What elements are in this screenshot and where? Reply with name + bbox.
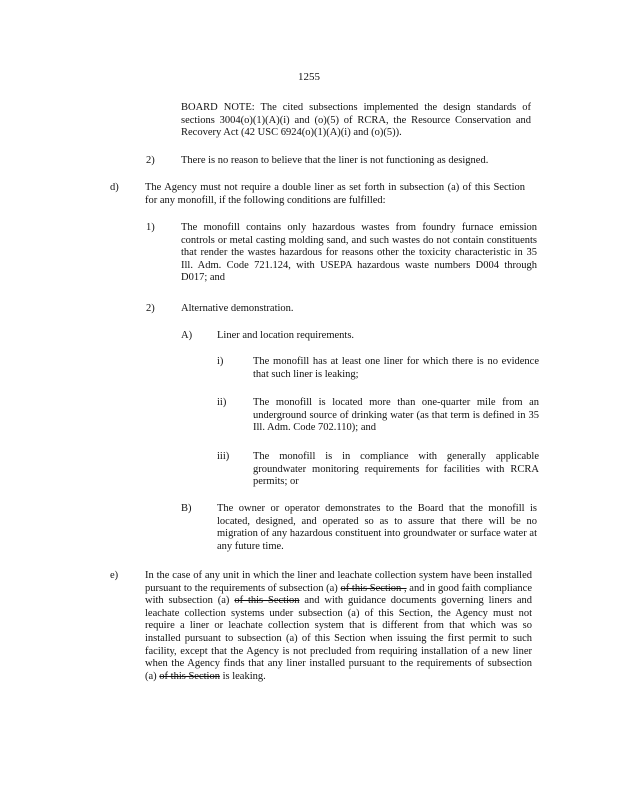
c2-text: There is no reason to believe that the liner is not functioning as designed.: [181, 155, 489, 166]
e-struck-text: of this Section: [234, 595, 300, 607]
d2-text: Alternative demonstration.: [181, 303, 294, 314]
d1-label: 1): [146, 222, 155, 233]
d-text: The Agency must not require a double liner as set forth in subsection (a) of this Section for any monofill, if the following conditions are fulfilled:: [145, 182, 525, 206]
e-text-segment: In the case of any unit in which the liner and leachate collection system have been installed pursuant to the requirements of subsection (a): [145, 570, 532, 594]
d2A-label: A): [181, 330, 193, 341]
d2-label: 2): [146, 303, 155, 314]
e-text-segment: and with guidance documents governing liners and leachate collection systems under subsection (a) of this Section, the Agency must not require a liner or leachate collection system that is different from that which was so installed pursuant to subsection (a) of this Section when issuing the first permit to such facility, except that the Agency is not precluded from requiring installation of a new liner when the Agency finds that any liner installed pursuant to the requirements of subsection (a): [145, 595, 532, 682]
board-note: BOARD NOTE: The cited subsections implemented the design standards of sections 3004(o)(1)(A)(i) and (o)(5) of RCRA, the Resource Conservation and Recovery Act (42 USC 6924(o)(1)(A)(i) and (o)(5)).: [181, 102, 531, 139]
d1-text: The monofill contains only hazardous wastes from foundry furnace emission controls or metal casting molding sand, and such wastes do not contain constituents that render the wastes hazardous for reasons other the toxicity characteristic in 35 Ill. Adm. Code 721.124, with USEPA hazardous waste numbers D004 through D017; and: [181, 222, 537, 284]
e-text-segment: is leaking.: [219, 670, 266, 682]
d2B-label: B): [181, 503, 192, 514]
d2Aiii-text: The monofill is in compliance with generally applicable groundwater monitoring requirements for facilities with RCRA permits; or: [253, 451, 539, 488]
d2Aiii-label: iii): [217, 451, 230, 462]
c2-label: 2): [146, 155, 155, 166]
e-text-segment: and in good faith compliance with subsection (a): [145, 582, 532, 607]
d2B-text: The owner or operator demonstrates to the Board that the monofill is located, designed, and operated so as to assure that there will be no migration of any hazardous constituent into groundwater or surface water at any future time.: [217, 503, 537, 552]
e-struck-text: of this Section: [159, 670, 220, 682]
page-number: 1255: [298, 71, 320, 83]
e-struck-text: of this Section ,: [340, 582, 407, 594]
e-text: [145, 570, 532, 683]
d2Ai-label: i): [217, 356, 224, 367]
d2A-text: Liner and location requirements.: [217, 330, 355, 341]
d2Aii-text: The monofill is located more than one-quarter mile from an underground source of drinking water (as that term is defined in 35 Ill. Adm. Code 702.110); and: [253, 397, 539, 434]
d2Aii-label: ii): [217, 397, 227, 408]
e-label: e): [110, 570, 119, 581]
d2Ai-text: The monofill has at least one liner for which there is no evidence that such liner is leaking;: [253, 356, 539, 380]
d-label: d): [110, 182, 119, 193]
